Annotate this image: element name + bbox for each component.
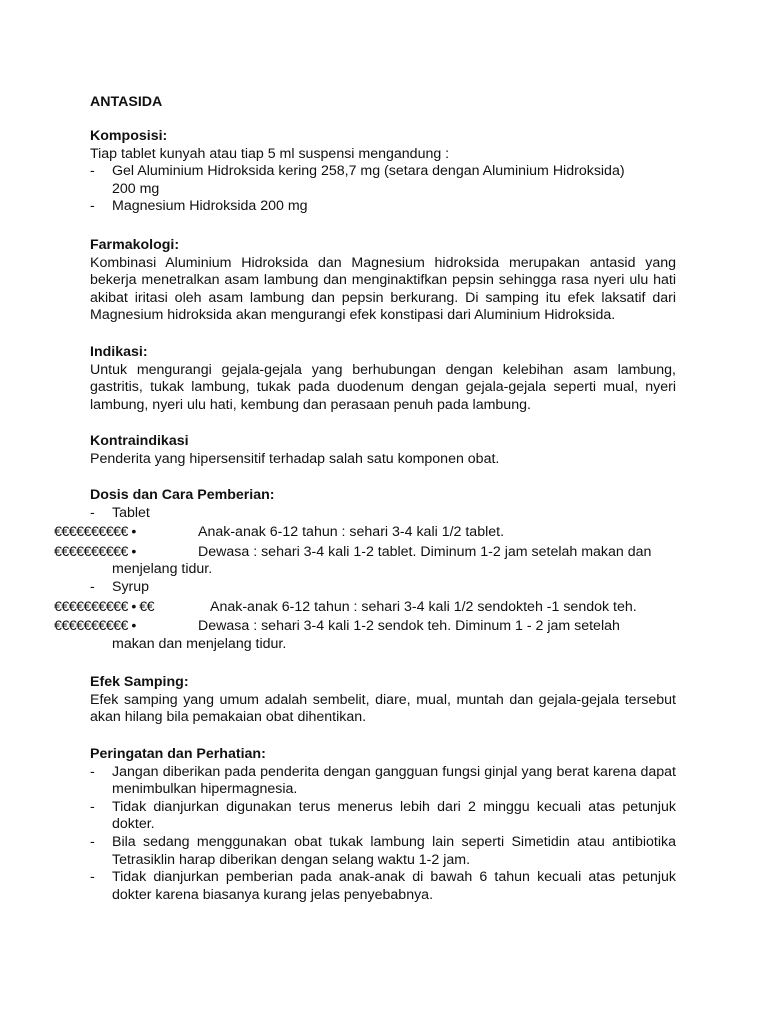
dose-item [54, 618, 676, 653]
section-kontraindikasi [90, 433, 676, 468]
heading-indikasi: Indikasi: [90, 344, 148, 360]
komposisi-item-line: Gel Aluminium Hidroksida kering 258,7 mg (setara dengan Aluminium Hidroksida) [112, 163, 625, 180]
dose-text-cont: makan dan menjelang tidur. [112, 635, 287, 652]
peringatan-item-text: Bila sedang menggunakan obat tukak lambung lain seperti Simetidin atau antibiotika Tetrasiklin harap diberikan dengan selang waktu 1-2 jam. [112, 833, 676, 868]
heading-farmakologi: Farmakologi: [90, 237, 180, 253]
komposisi-intro: Tiap tablet kunyah atau tiap 5 ml suspensi mengandung : [90, 145, 450, 162]
dose-text: Dewasa : sehari 3-4 kali 1-2 tablet. Diminum 1-2 jam setelah makan dan [198, 543, 652, 560]
indikasi-text: Untuk mengurangi gejala-gejala yang berhubungan dengan kelebihan asam lambung, gastritis, tukak lambung, tukak pada duodenum dengan gejala-gejala seperti mual, nyeri lambung, nyeri ulu hati, kembung dan perasaan penuh pada lambung. [90, 361, 676, 413]
section-indikasi [90, 344, 676, 414]
list-dash: - [90, 578, 95, 595]
section-efek-samping [90, 674, 676, 727]
dose-item [54, 598, 676, 617]
peringatan-item [90, 764, 676, 799]
dose-text: Dewasa : sehari 3-4 kali 1-2 sendok teh. Diminum 1 - 2 jam setelah [198, 618, 620, 635]
list-dash: - [90, 869, 95, 886]
list-dash: - [90, 504, 95, 521]
section-dosis [54, 487, 676, 653]
peringatan-item-text: Tidak dianjurkan digunakan terus menerus lebih dari 2 minggu kecuali atas petunjuk dokter. [112, 798, 676, 833]
heading-kontraindikasi: Kontraindikasi [90, 433, 189, 449]
document-title: ANTASIDA [90, 94, 163, 110]
dosis-sub-syrup [90, 579, 676, 597]
list-dash: - [90, 798, 95, 815]
dose-bullet-glyphs: €€€€€€€€€€ • €€ [54, 598, 155, 615]
komposisi-item [90, 163, 676, 198]
komposisi-item-line: 200 mg [112, 180, 160, 197]
farmakologi-text: Kombinasi Aluminium Hidroksida dan Magnesium hidroksida merupakan antasid yang bekerja menetralkan asam lambung dan menginaktifkan pepsin sehingga rasa nyeri ulu hati akibat iritasi oleh asam lambung dan pepsin berkurang. Di samping itu efek laksatif dari Magnesium hidroksida akan mengurangi efek konstipasi dari Aluminium Hidroksida. [90, 254, 676, 324]
heading-dosis: Dosis dan Cara Pemberian: [90, 487, 275, 503]
peringatan-item-text: Jangan diberikan pada penderita dengan gangguan fungsi ginjal yang berat karena dapat menimbulkan hipermagnesia. [112, 763, 676, 798]
list-dash: - [90, 763, 95, 780]
komposisi-item [90, 198, 676, 216]
section-komposisi [90, 128, 676, 216]
kontraindikasi-text: Penderita yang hipersensitif terhadap salah satu komponen obat. [90, 450, 500, 467]
section-farmakologi [90, 237, 676, 325]
dosis-sub-tablet [90, 505, 676, 523]
dose-text: Anak-anak 6-12 tahun : sehari 3-4 kali 1/2 tablet. [198, 524, 505, 541]
peringatan-item [90, 869, 676, 904]
dosis-tablet-label: Tablet [112, 504, 150, 521]
dose-item [54, 524, 676, 542]
peringatan-item [90, 834, 676, 869]
dose-text-cont: menjelang tidur. [112, 561, 213, 578]
list-dash: - [90, 833, 95, 850]
list-dash: - [90, 198, 95, 215]
dose-bullet-glyphs: €€€€€€€€€€ • [54, 618, 136, 635]
list-dash: - [90, 163, 95, 180]
heading-efek-samping: Efek Samping: [90, 674, 189, 690]
heading-komposisi: Komposisi: [90, 128, 168, 144]
dose-item [54, 543, 676, 579]
dose-text: Anak-anak 6-12 tahun : sehari 3-4 kali 1/2 sendokteh -1 sendok teh. [210, 598, 637, 615]
dose-bullet-glyphs: €€€€€€€€€€ • [54, 524, 136, 541]
dose-bullet-glyphs: €€€€€€€€€€ • [54, 543, 136, 560]
peringatan-item [90, 799, 676, 834]
komposisi-item-line: Magnesium Hidroksida 200 mg [112, 198, 308, 215]
heading-peringatan: Peringatan dan Perhatian: [90, 746, 266, 762]
dosis-syrup-label: Syrup [112, 578, 150, 595]
peringatan-item-text: Tidak dianjurkan pemberian pada anak-anak di bawah 6 tahun kecuali atas petunjuk dokter karena biasanya kurang jelas penyebabnya. [112, 869, 676, 903]
efek-text: Efek samping yang umum adalah sembelit, diare, mual, muntah dan gejala-gejala tersebut akan hilang bila pemakaian obat dihentikan. [90, 691, 676, 726]
section-peringatan [90, 746, 676, 904]
